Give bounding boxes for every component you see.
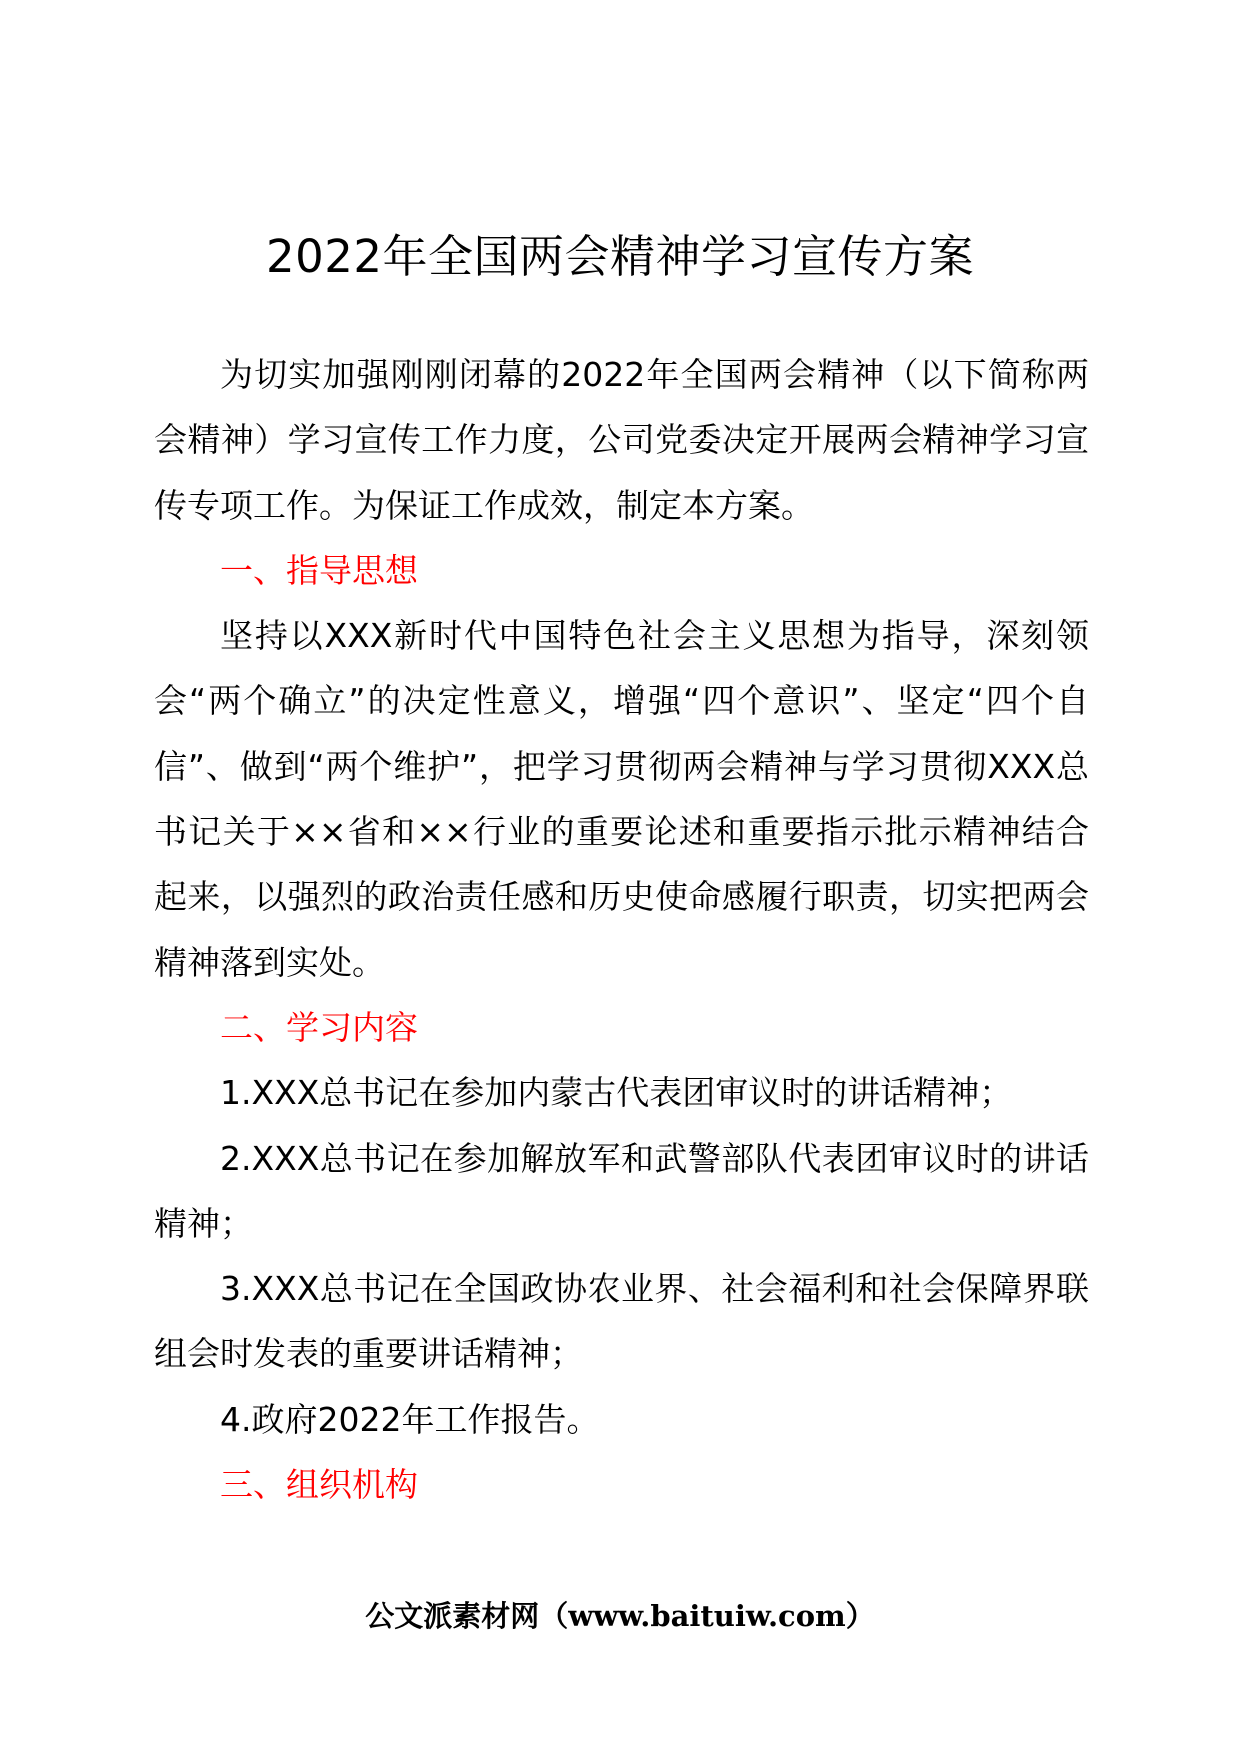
intro-paragraph: 为切实加强刚刚闭幕的2022年全国两会精神（以下简称两会精神）学习宣传工作力度，公司党委决定开展两会精神学习宣传专项工作。为保证工作成效，制定本方案。 [154, 355, 1089, 525]
study-item-3: 3.XXX总书记在全国政协农业界、社会福利和社会保障界联组会时发表的重要讲话精神； [154, 1269, 1089, 1374]
section-heading-guiding-thought: 一、指导思想 [220, 550, 418, 590]
guiding-thought-paragraph: 坚持以XXX新时代中国特色社会主义思想为指导，深刻领会“两个确立”的决定性意义，增强“四个意识”、坚定“四个自信”、做到“两个维护”，把学习贯彻两会精神与学习贯彻XXX总书记关于××省和××行业的重要论述和重要指示批示精神结合起来，以强烈的政治责任感和历史使命感履行职责，切实把两会精神落到实处。 [154, 616, 1089, 982]
document-body [154, 342, 1089, 1517]
section-heading-organization: 三、组织机构 [220, 1465, 418, 1505]
study-item-1: 1.XXX总书记在参加内蒙古代表团审议时的讲话精神； [220, 1073, 1013, 1113]
document-title: 2022年全国两会精神学习宣传方案 [265, 230, 975, 283]
section-heading-study-content: 二、学习内容 [220, 1007, 418, 1047]
study-item-4: 4.政府2022年工作报告。 [220, 1399, 600, 1439]
footer-source-label: 公文派素材网（www.baituiw.com） [365, 1599, 875, 1633]
study-item-2: 2.XXX总书记在参加解放军和武警部队代表团审议时的讲话精神； [154, 1138, 1089, 1243]
